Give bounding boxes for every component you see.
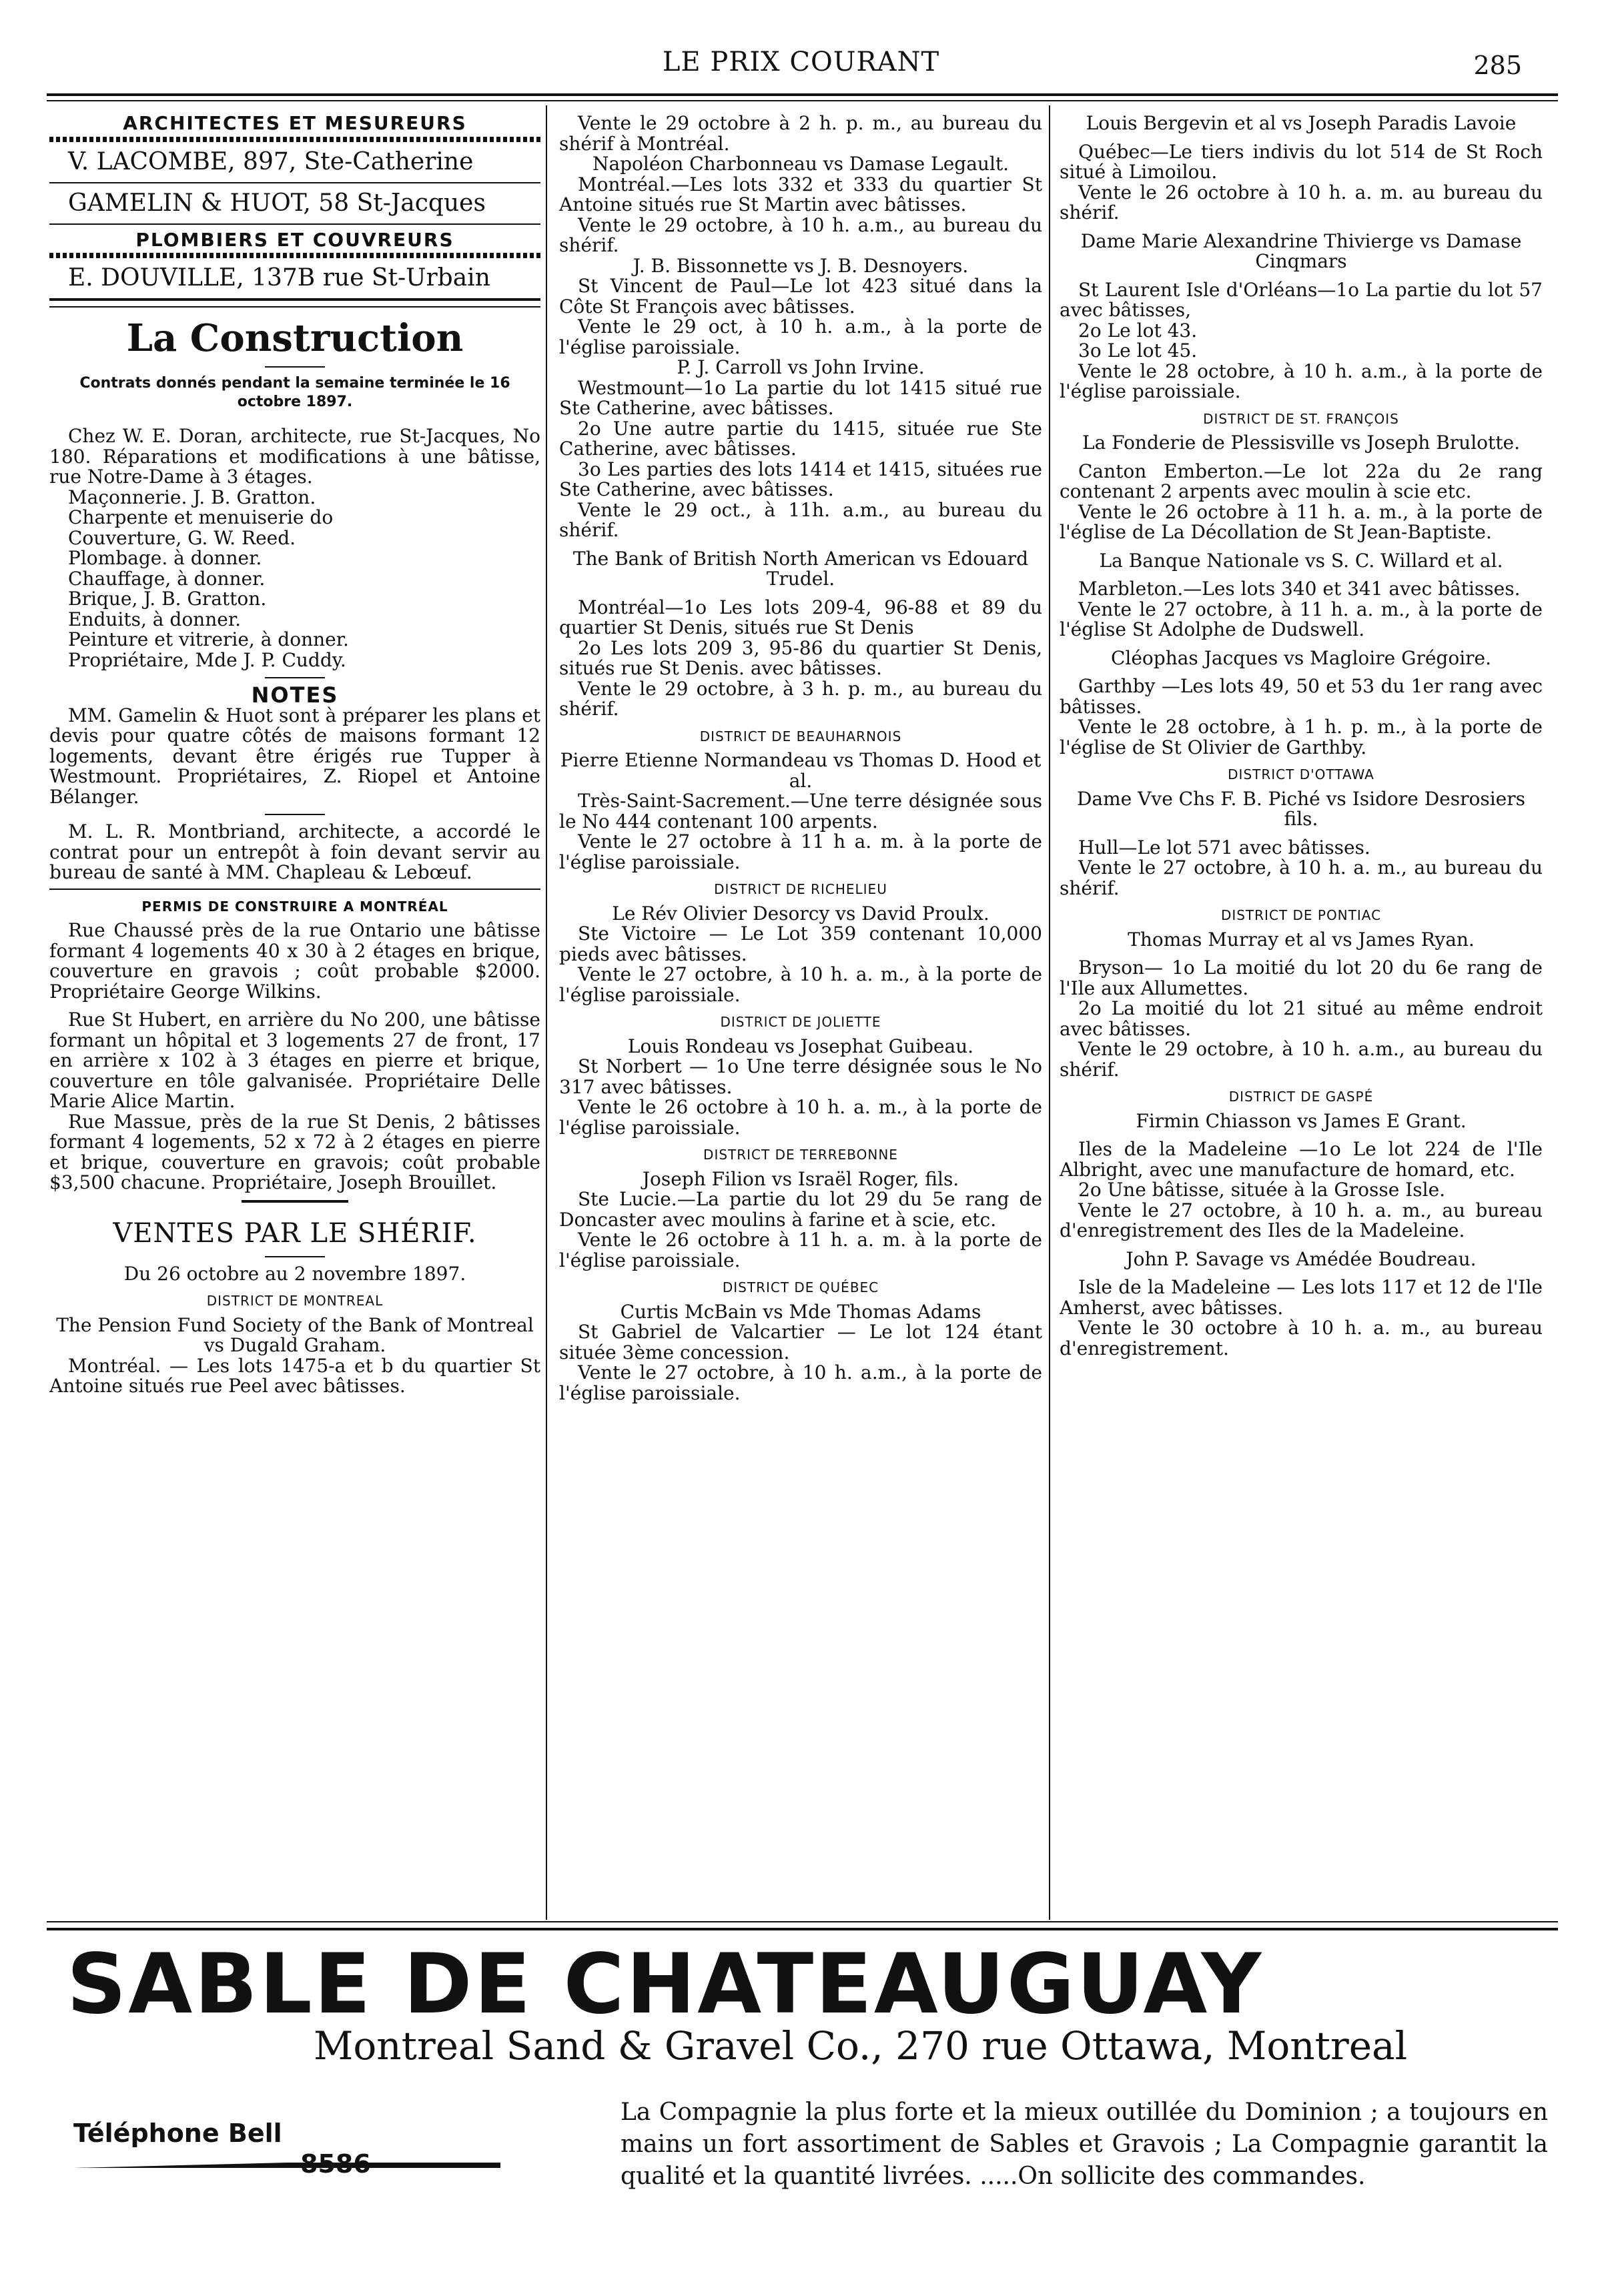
case-paragraph: Québec—Le tiers indivis du lot 514 de St Roch situé à Limoilou. xyxy=(1060,140,1543,183)
case-paragraph: Vente le 27 octobre, à 10 h. a. m., à la porte de l'église paroissiale. xyxy=(559,963,1042,1006)
case-title: Napoléon Charbonneau vs Damase Legault. xyxy=(592,153,1010,175)
notes-heading: NOTES xyxy=(251,682,339,708)
permits-heading: PERMIS DE CONSTRUIRE A MONTRÉAL xyxy=(141,898,448,915)
plumbers-heading: PLOMBIERS ET COUVREURS xyxy=(135,228,454,251)
case-paragraph: Vente le 29 octobre, à 3 h. p. m., au bureau du shérif. xyxy=(559,677,1042,720)
case-paragraph: Bryson— 1o La moitié du lot 20 du 6e rang de l'Ile aux Allumettes. xyxy=(1060,957,1543,999)
district-heading: DISTRICT DE TERREBONNE xyxy=(703,1147,898,1163)
case-paragraph: 2o Les lots 209 3, 95-86 du quartier St Denis, situés rue St Denis. avec bâtisses. xyxy=(559,636,1042,679)
district-heading: DISTRICT DE RICHELIEU xyxy=(714,881,887,897)
wavy-rule xyxy=(49,253,540,258)
trade-line: Chauffage, à donner. xyxy=(68,567,266,590)
case-title: Pierre Etienne Normandeau vs Thomas D. Hood et al. xyxy=(560,749,1042,792)
district-heading: DISTRICT D'OTTAWA xyxy=(1228,766,1374,782)
case-paragraph: Garthby —Les lots 49, 50 et 53 du 1er rang avec bâtisses. xyxy=(1060,675,1543,718)
note-paragraph: M. L. R. Montbriand, architecte, a accordé le contrat pour un entrepôt à foin devant servir au bureau de santé à MM. Chapleau & Lebœuf. xyxy=(49,820,540,883)
trade-line: Peinture et vitrerie, à donner. xyxy=(68,628,349,650)
case-paragraph: 3o Le lot 45. xyxy=(1078,340,1198,362)
contracts-heading: Contrats donnés pendant la semaine terminée le 16 octobre 1897. xyxy=(79,375,510,410)
divider xyxy=(49,182,540,183)
case-title: Dame Marie Alexandrine Thivierge vs Damase Cinqmars xyxy=(1080,229,1522,272)
district-heading: DISTRICT DE GASPÉ xyxy=(1228,1089,1374,1105)
short-rule xyxy=(265,814,325,815)
construction-title: La Construction xyxy=(126,316,464,360)
case-title: Thomas Murray et al vs James Ryan. xyxy=(1128,928,1475,951)
district-heading: DISTRICT DE JOLIETTE xyxy=(720,1014,881,1030)
case-paragraph: Vente le 28 octobre, à 1 h. p. m., à la porte de l'église de St Olivier de Garthby. xyxy=(1060,716,1543,758)
case-paragraph: Vente le 26 octobre à 11 h. a. m. à la porte de l'église paroissiale. xyxy=(559,1229,1042,1271)
contract-paragraph: Chez W. E. Doran, architecte, rue St-Jacques, No 180. Réparations et modifications à une bâtisse, rue Notre-Dame à 3 étages. xyxy=(49,425,540,488)
short-rule xyxy=(265,1256,325,1257)
divider xyxy=(49,298,540,301)
case-paragraph: Iles de la Madeleine —1o Le lot 224 de l'Ile Albright, avec une manufacture de homard, etc. xyxy=(1060,1138,1543,1181)
case-paragraph: St Gabriel de Valcartier — Le lot 124 étant située 3ème concession. xyxy=(559,1321,1042,1363)
case-paragraph: St Norbert — 1o Une terre désignée sous le No 317 avec bâtisses. xyxy=(559,1055,1042,1098)
divider xyxy=(49,306,540,308)
footer-rule-thick xyxy=(47,1928,1558,1930)
short-rule xyxy=(265,677,325,678)
district-heading: DISTRICT DE ST. FRANÇOIS xyxy=(1203,410,1399,427)
case-paragraph: Vente le 27 octobre, à 10 h. a.m., à la porte de l'église paroissiale. xyxy=(559,1361,1042,1404)
case-paragraph: Isle de la Madeleine — Les lots 117 et 12 de l'Ile Amherst, avec bâtisses. xyxy=(1060,1276,1543,1319)
note-paragraph: MM. Gamelin & Huot sont à préparer les plans et devis pour quatre côtés de maisons formant 12 logements, devant être érigés rue Tupper à Westmount. Propriétaires, Z. Riopel et Antoine Bélanger. xyxy=(49,704,540,808)
architect-entry: V. LACOMBE, 897, Ste-Catherine xyxy=(68,147,474,175)
permit-paragraph: Rue Massue, près de la rue St Denis, 2 bâtisses formant 4 logements, 52 x 72 à 2 étages en pierre et brique, couverture en gravois; coût probable $3,500 chacune. Propriétaire, Joseph Brouillet. xyxy=(49,1110,540,1193)
case-paragraph: Très-Saint-Sacrement.—Une terre désignée sous le No 444 contenant 100 arpents. xyxy=(559,790,1042,832)
case-title: Joseph Filion vs Israël Roger, fils. xyxy=(642,1167,959,1190)
header-rule xyxy=(47,93,1558,96)
case-paragraph: 2o Le lot 43. xyxy=(1078,319,1198,342)
column-divider-2 xyxy=(1049,105,1050,1920)
trade-line: Propriétaire, Mde J. P. Cuddy. xyxy=(68,648,346,671)
case-paragraph: Vente le 26 octobre à 10 h. a. m., à la porte de l'église paroissiale. xyxy=(559,1096,1042,1139)
case-paragraph: Vente le 29 octobre, à 10 h. a.m., au bureau du shérif. xyxy=(1060,1038,1543,1081)
case-paragraph: Ste Victoire — Le Lot 359 contenant 10,000 pieds avec bâtisses. xyxy=(559,923,1042,965)
case-title: John P. Savage vs Amédée Boudreau. xyxy=(1126,1247,1477,1270)
column-1 xyxy=(49,113,540,1397)
district-heading: DISTRICT DE QUÉBEC xyxy=(722,1279,879,1295)
ventes-dates: Du 26 octobre au 2 novembre 1897. xyxy=(123,1262,466,1285)
case-title: Curtis McBain vs Mde Thomas Adams xyxy=(620,1300,981,1323)
plumber-entry: E. DOUVILLE, 137B rue St-Urbain xyxy=(68,264,490,292)
case-paragraph: Montréal. — Les lots 1475-a et b du quartier St Antoine situés rue Peel avec bâtisses. xyxy=(49,1354,540,1397)
case-paragraph: Vente le 27 octobre à 11 h a. m. à la porte de l'église paroissiale. xyxy=(559,830,1042,873)
case-title: Dame Vve Chs F. B. Piché vs Isidore Desrosiers fils. xyxy=(1076,787,1525,830)
short-rule xyxy=(242,1200,348,1203)
trade-line: Couverture, G. W. Reed. xyxy=(68,526,296,549)
case-title: The Pension Fund Society of the Bank of Montreal vs Dugald Graham. xyxy=(56,1313,534,1356)
case-title: La Fonderie de Plessisville vs Joseph Brulotte. xyxy=(1082,432,1520,454)
case-title: Louis Rondeau vs Josephat Guibeau. xyxy=(627,1035,974,1057)
ad-subtitle: Montreal Sand & Gravel Co., 270 rue Ottawa, Montreal xyxy=(314,2023,1408,2069)
column-divider-1 xyxy=(546,105,547,1920)
case-title: P. J. Carroll vs John Irvine. xyxy=(677,356,925,378)
arrow-icon xyxy=(73,2157,500,2168)
permit-paragraph: Rue Chaussé près de la rue Ontario une bâtisse formant 4 logements 40 x 30 à 2 étages en brique, couverture en gravois ; coût probable $2000. Propriétaire George Wilkins. xyxy=(49,919,540,1003)
case-paragraph: 3o Les parties des lots 1414 et 1415, situées rue Ste Catherine, avec bâtisses. xyxy=(559,458,1042,500)
trade-line: Plombage. à donner. xyxy=(68,547,262,569)
district-heading: DISTRICT DE BEAUHARNOIS xyxy=(699,728,902,744)
case-title: Louis Bergevin et al vs Joseph Paradis Lavoie xyxy=(1086,112,1517,134)
case-paragraph: Vente le 30 octobre à 10 h. a. m., au bureau d'enregistrement. xyxy=(1060,1317,1543,1359)
case-paragraph: Westmount—1o La partie du lot 1415 situé rue Ste Catherine, avec bâtisses. xyxy=(559,376,1042,419)
trade-line: Maçonnerie. J. B. Gratton. xyxy=(68,486,316,508)
case-paragraph: Vente le 29 octobre à 2 h. p. m., au bureau du shérif à Montréal. xyxy=(559,112,1042,155)
ad-title: SABLE DE CHATEAUGUAY xyxy=(67,1936,1264,2033)
trade-line: Charpente et menuiserie do xyxy=(68,506,334,528)
header-rule-thin xyxy=(47,100,1558,101)
case-paragraph: Vente le 26 octobre à 10 h. a. m. au bureau du shérif. xyxy=(1060,181,1543,223)
case-paragraph: Vente le 26 octobre à 11 h. a. m., à la porte de l'église de La Décollation de St Jean-Baptiste. xyxy=(1060,500,1543,543)
district-heading: DISTRICT DE PONTIAC xyxy=(1220,907,1382,923)
case-paragraph: Vente le 28 octobre, à 10 h. a.m., à la porte de l'église paroissiale. xyxy=(1060,360,1543,402)
divider xyxy=(49,889,540,890)
footer-rule xyxy=(47,1921,1558,1922)
case-paragraph: Vente le 27 octobre, à 10 h. a. m., au bureau d'enregistrement des Iles de la Madeleine. xyxy=(1060,1199,1543,1241)
case-paragraph: Vente le 27 octobre, à 10 h. a. m., au bureau du shérif. xyxy=(1060,856,1543,899)
case-paragraph: St Laurent Isle d'Orléans—1o La partie du lot 57 avec bâtisses, xyxy=(1060,278,1543,321)
case-paragraph: 2o La moitié du lot 21 situé au même endroit avec bâtisses. xyxy=(1060,997,1543,1040)
trade-line: Enduits, à donner. xyxy=(68,608,242,630)
permit-paragraph: Rue St Hubert, en arrière du No 200, une bâtisse formant un hôpital et 3 logements 27 de front, 17 en arrière x 102 à 3 étages en pierre et brique, couverture en tôle galvanisée. Propriétaire Delle Marie Alice Martin. xyxy=(49,1009,540,1112)
page-header xyxy=(0,41,1602,81)
ad-text: La Compagnie la plus forte et la mieux outillée du Dominion ; a toujours en mains un fort assortiment de Sables et Gravois ; La Compagnie garantit la qualité et la quantité livrées. .....On sollicite des commandes. xyxy=(621,2099,1548,2190)
trade-line: Brique, J. B. Gratton. xyxy=(68,588,267,610)
ad-telephone xyxy=(73,2118,420,2179)
case-paragraph: Vente le 27 octobre, à 11 h. a. m., à la porte de l'église St Adolphe de Dudswell. xyxy=(1060,598,1543,640)
short-rule xyxy=(265,366,325,368)
case-title: La Banque Nationale vs S. C. Willard et al. xyxy=(1099,549,1503,572)
architects-heading: ARCHITECTES ET MESUREURS xyxy=(123,112,467,134)
telephone-number: 8586 xyxy=(300,2149,371,2179)
case-title: Cléophas Jacques vs Magloire Grégoire. xyxy=(1110,646,1492,669)
page-number: 285 xyxy=(1473,51,1522,80)
architect-entry: GAMELIN & HUOT, 58 St-Jacques xyxy=(68,189,486,217)
case-paragraph: Montréal—1o Les lots 209-4, 96-88 et 89 du quartier St Denis, situés rue St Denis xyxy=(559,596,1042,638)
case-title: Le Rév Olivier Desorcy vs David Proulx. xyxy=(612,902,989,925)
case-paragraph: Canton Emberton.—Le lot 22a du 2e rang contenant 2 arpents avec moulin à scie etc. xyxy=(1060,460,1543,502)
column-2 xyxy=(559,113,1042,1403)
case-paragraph: 2o Une autre partie du 1415, située rue Ste Catherine, avec bâtisses. xyxy=(559,417,1042,460)
case-paragraph: Vente le 29 oct., à 11h. a.m., au bureau du shérif. xyxy=(559,498,1042,541)
case-paragraph: Vente le 29 oct, à 10 h. a.m., à la porte de l'église paroissiale. xyxy=(559,316,1042,358)
case-paragraph: Ste Lucie.—La partie du lot 29 du 5e rang de Doncaster avec moulins à farine et à scie, etc. xyxy=(559,1188,1042,1231)
case-paragraph: Montréal.—Les lots 332 et 333 du quartier St Antoine situés rue St Martin avec bâtisses. xyxy=(559,173,1042,215)
telephone-label: Téléphone Bell xyxy=(73,2119,282,2148)
ventes-title: VENTES PAR LE SHÉRIF. xyxy=(113,1217,477,1249)
case-title: The Bank of British North American vs Edouard Trudel. xyxy=(572,547,1029,590)
case-paragraph: Hull—Le lot 571 avec bâtisses. xyxy=(1078,836,1370,858)
divider xyxy=(49,223,540,225)
district-heading: DISTRICT DE MONTREAL xyxy=(206,1293,384,1309)
case-paragraph: 2o Une bâtisse, située à la Grosse Isle. xyxy=(1078,1179,1446,1201)
case-paragraph: Marbleton.—Les lots 340 et 341 avec bâtisses. xyxy=(1078,578,1521,600)
case-paragraph: Vente le 29 octobre, à 10 h. a.m., au bureau du shérif. xyxy=(559,213,1042,256)
journal-title: LE PRIX COURANT xyxy=(662,47,940,77)
case-title: J. B. Bissonnette vs J. B. Desnoyers. xyxy=(633,254,969,277)
case-title: Firmin Chiasson vs James E Grant. xyxy=(1136,1109,1467,1132)
column-3 xyxy=(1060,113,1543,1359)
case-paragraph: St Vincent de Paul—Le lot 423 situé dans la Côte St François avec bâtisses. xyxy=(559,275,1042,318)
wavy-rule xyxy=(49,137,540,142)
